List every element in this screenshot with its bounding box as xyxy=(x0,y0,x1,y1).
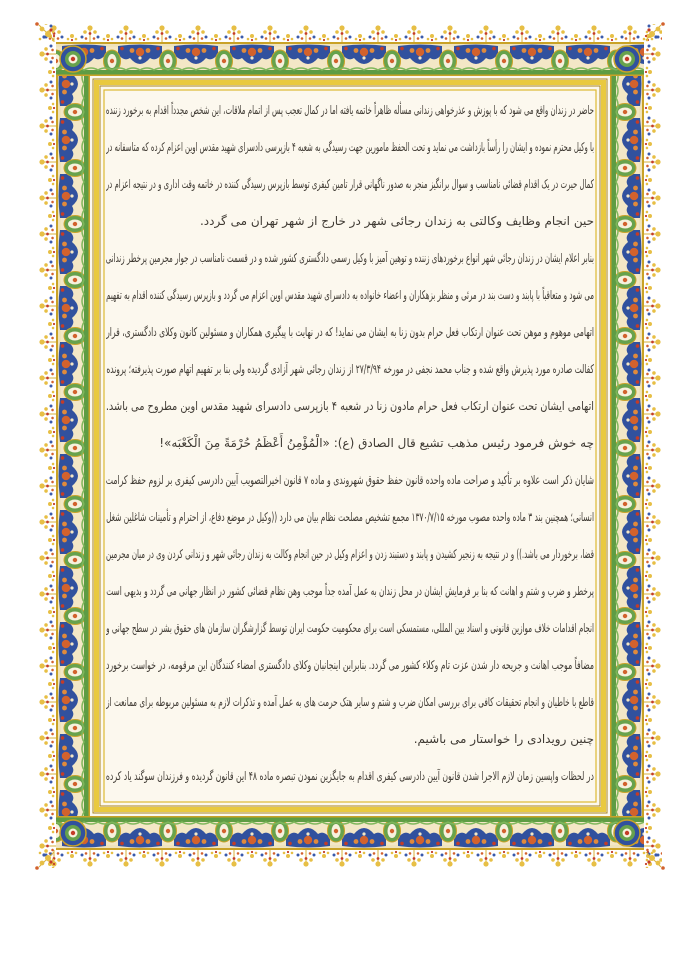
text-line: حاضر در زندان واقع می شود که با پوزش و عذرخواهی زندانی مسأله ظاهراً خاتمه یافته اما در کمال تعجب پس از اتمام ملاقات، این شخص مجدداً اقدام به برخورد زننده xyxy=(106,103,594,117)
text-line: در لحظات واپسین زمان لازم الاجرا شدن قانون آیین دادرسی کیفری اقدام به جایگزین نمودن تبصره ماده ۴۸ این قانون گردیده و فرزندان سوگند یاد کرده xyxy=(106,769,594,783)
border-band-right xyxy=(610,76,644,816)
text-line: مضافاً موجب اهانت و جریحه دار شدن عزت تام وکلاء کشور می گردد. بنابراین اینجانبان وکلای دادگستری امضاء کنندگان این مرقومه، در خواست برخورد xyxy=(106,658,594,672)
border-band-top xyxy=(56,42,644,76)
text-line: اتهامی موهوم و موهن تحت عنوان ارتکاب فعل حرام بدون زنا به ایشان می نماید! که در نهایت با پیگیری همکاران و مسئولین کانون وکلای دادگستری، قرار xyxy=(106,325,594,339)
text-line: قاطع با خاطیان و انجام تحقیقات کافی برای بررسی امکان ضرب و شتم و سایر هتک حرمت های به عمل آمده و تذکرات لازم به مسئولین مربوطه برای ممانعت از xyxy=(106,695,594,709)
border-sprigs-top xyxy=(38,24,662,42)
text-line: می شود و متعاقباً با پابند و دست بند در مرئی و منظر بزهکاران و اعضاء خانواده به دادسرای شهید مقدس اوین اعزام می گردد و بازپرس رسیدگی کننده اقدام به تفهیم xyxy=(106,288,594,302)
text-line: پرخطر و ضرب و شتم و اهانت که بنا بر فرمایش ایشان در محل زندان به عمل آمده جداً موجب وهن نظام قضائی کشور در انظار جهانی می گردد و بدیهی است xyxy=(106,584,594,598)
document-text xyxy=(106,92,594,800)
text-line: قضا، برخوردار می باشد.)) و در نتیجه به زنجیر کشیدن و پابند و دستبند زدن و اعزام وکیل در حین انجام وکالت به زندان رجائی شهر و زندانی کردن وی در میان مجرمین xyxy=(106,547,594,561)
border-band-left xyxy=(56,76,90,816)
text-line: شایان ذکر است علاوه بر تأکید و صراحت ماده واحده قانون حفظ حقوق شهروندی و ماده ۷ قانون اخیرالتصویب آیین دادرسی کیفری بر لزوم حفظ کرامت xyxy=(106,473,594,487)
text-line: کفالت صادره مورد پذیرش واقع شده و جناب محمد نجفی در مورخه ۲۷/۳/۹۴ از زندان رجائی شهر آزادی گردیده ولی بنا بر تفهیم اتهام صورت پذیرفته؛ پرونده xyxy=(106,362,594,376)
text-line: کمال حیرت در یک اقدام قضائی نامناسب و سوال برانگیز منجر به صدور ناگهانی قرار تامین کیفری توسط بازپرس رسیدگی کننده در خاتمه وقت اداری و در نتیجه اعزام در xyxy=(106,177,594,191)
border-sprigs-bottom xyxy=(38,850,662,868)
text-line: چنین رویدادی را خواستار می باشیم. xyxy=(413,732,594,746)
text-line: حین انجام وظایف وکالتی به زندان رجائی شهر در خارج از شهر تهران می گردد. xyxy=(199,214,594,228)
border-sprigs-left xyxy=(38,24,56,868)
text-line: انجام اقدامات خلاف موازین قانونی و اسناد بین المللی، مستمسکی است برای محکومیت حکومت ایران توسط گزارشگران سازمان های حقوق بشر در سطح جهانی و xyxy=(106,621,594,635)
text-line: چه خوش فرمود رئیس مذهب تشیع قال الصادق (ع): «الْمُؤْمِنُ أَعْظَمُ حُرْمَةً مِنَ الْكَعْبَه»! xyxy=(159,436,594,450)
text-line: با وکیل محترم نموده و ایشان را رأساً بازداشت می نماید و تحت الحفظ مامورین جهت رسیدگی به شعبه ۴ بازپرسی دادسرای شهید مقدس اوین اعزام کرده که متاسفانه در xyxy=(106,140,594,154)
text-line: بنابر اعلام ایشان در زندان رجائی شهر انواع برخوردهای زننده و توهین آمیز با وکیل رسمی دادگستری کشور شده و در قسمت نامناسب در جوار مجرمین پرخطر زندانی xyxy=(106,251,594,265)
border-sprigs-right xyxy=(644,24,662,868)
text-line: اتهامی ایشان تحت عنوان ارتکاب فعل حرام مادون زنا در شعبه ۴ بازپرسی دادسرای شهید مقدس اوین مطروح می باشد. xyxy=(106,399,594,413)
text-line: انسانی؛ همچنین بند ۳ ماده واحده مصوب مورخه ۱۳۷۰/۷/۱۵ مجمع تشخیص مصلحت نظام بیان می دارد ((وکیل در موضع دفاع، از احترام و تأمینات شاغلین شغل xyxy=(106,510,594,524)
border-band-bottom xyxy=(56,816,644,850)
